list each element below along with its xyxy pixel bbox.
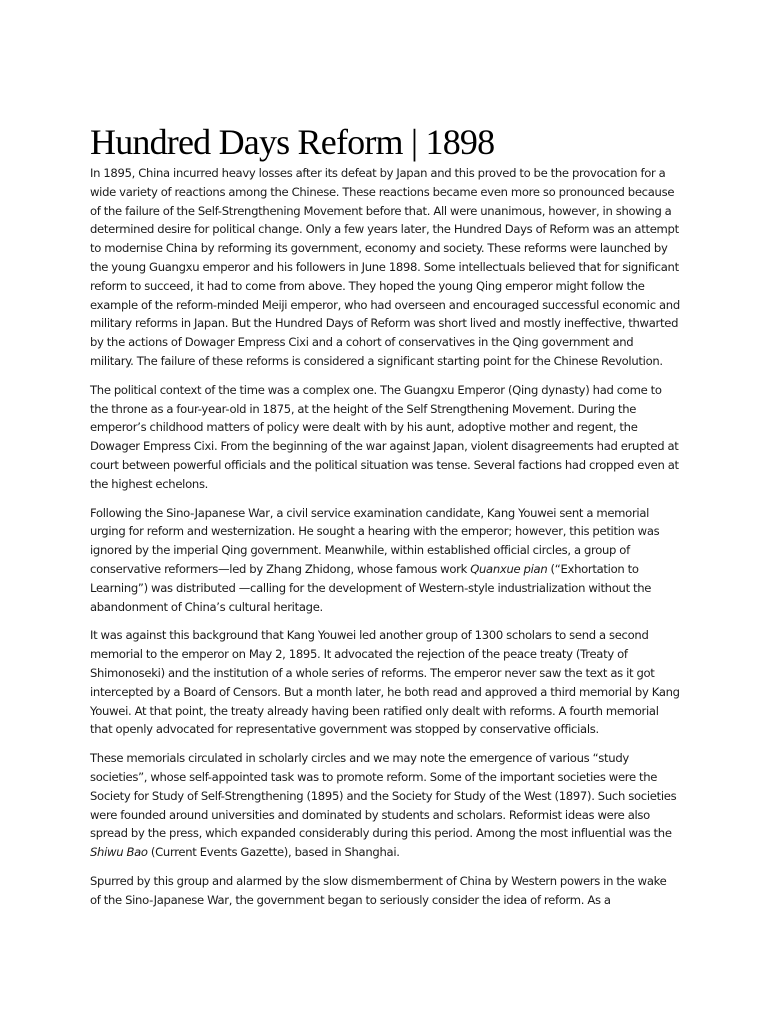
- paragraph-text: Spurred by this group and alarmed by the slow dismemberment of China by Western powers in the wake of the Sino-Japanese War, the government began to seriously consider the idea of reform. As a: [90, 873, 667, 907]
- italic-book-title: Quanxue pian: [470, 561, 548, 576]
- paragraph-4: [90, 626, 680, 739]
- paragraph-6: [90, 872, 680, 910]
- document-body: [90, 122, 680, 919]
- paragraph-1: [90, 164, 680, 371]
- paragraph-text: Following the Sino-Japanese War, a civil service examination candidate, Kang Youwei sent a memorial urging for reform and westernization. He sought a hearing with the emperor; however, this petition was ignored by the imperial Qing government. Meanwhile, within established official circles, a group of conservative reformers—led by Zhang Zhidong, whose famous work: [90, 505, 660, 576]
- paragraph-text: The political context of the time was a complex one. The Guangxu Emperor (Qing dynasty) had come to the throne as a four-year-old in 1875, at the height of the Self Strengthening Movement. During the emperor’s childhood matters of policy were dealt with by his aunt, adoptive mother and regent, the Dowager Empress Cixi. From the beginning of the war against Japan, violent disagreements had erupted at court between powerful officials and the political situation was tense. Several factions had cropped even at the highest echelons.: [90, 382, 679, 491]
- paragraph-text: These memorials circulated in scholarly circles and we may note the emergence of various “study societies”, whose self-appointed task was to promote reform. Some of the important societies were the Society for Study of Self-Strengthening (1895) and the Society for Study of the West (1897). Such societies were founded around universities and dominated by students and scholars. Reformist ideas were also spread by the press, which expanded considerably during this period. Among the most influential was the: [90, 751, 677, 841]
- document-title: Hundred Days Reform | 1898: [90, 122, 495, 162]
- paragraph-text: (“Exhortation to Learning”) was distributed —calling for the development of Western-style industrialization without the abandonment of China’s cultural heritage.: [90, 561, 652, 614]
- paragraph-text: It was against this background that Kang Youwei led another group of 1300 scholars to send a second memorial to the emperor on May 2, 1895. It advocated the rejection of the peace treaty (Treaty of Shimonoseki) and the institution of a whole series of reforms. The emperor never saw the text as it got intercepted by a Board of Censors. But a month later, he both read and approved a third memorial by Kang Youwei. At that point, the treaty already having been ratified only dealt with reforms. A fourth memorial that openly advocated for representative government was stopped by conservative officials.: [90, 628, 680, 737]
- paragraph-text: In 1895, China incurred heavy losses after its defeat by Japan and this proved to be the provocation for a wide variety of reactions among the Chinese. These reactions became even more so pronounced because of the failure of the Self-Strengthening Movement before that. All were unanimous, however, in showing a determined desire for political change. Only a few years later, the Hundred Days of Reform was an attempt to modernise China by reforming its government, economy and society. These reforms were launched by the young Guangxu emperor and his followers in June 1898. Some intellectuals believed that for significant reform to succeed, it had to come from above. They hoped the young Qing emperor might follow the example of the reform-minded Meiji emperor, who had overseen and encouraged successful economic and military reforms in Japan. But the Hundred Days of Reform was short lived and mostly ineffective, thwarted by the actions of Dowager Empress Cixi and a cohort of conservatives in the Qing government and military. The failure of these reforms is considered a significant starting point for the Chinese Revolution.: [90, 166, 680, 368]
- paragraph-text: (Current Events Gazette), based in Shanghai.: [147, 845, 400, 860]
- paragraph-2: [90, 381, 680, 494]
- italic-newspaper-title: Shiwu Bao: [90, 845, 148, 860]
- paragraph-5: [90, 749, 680, 862]
- paragraph-3: [90, 504, 680, 617]
